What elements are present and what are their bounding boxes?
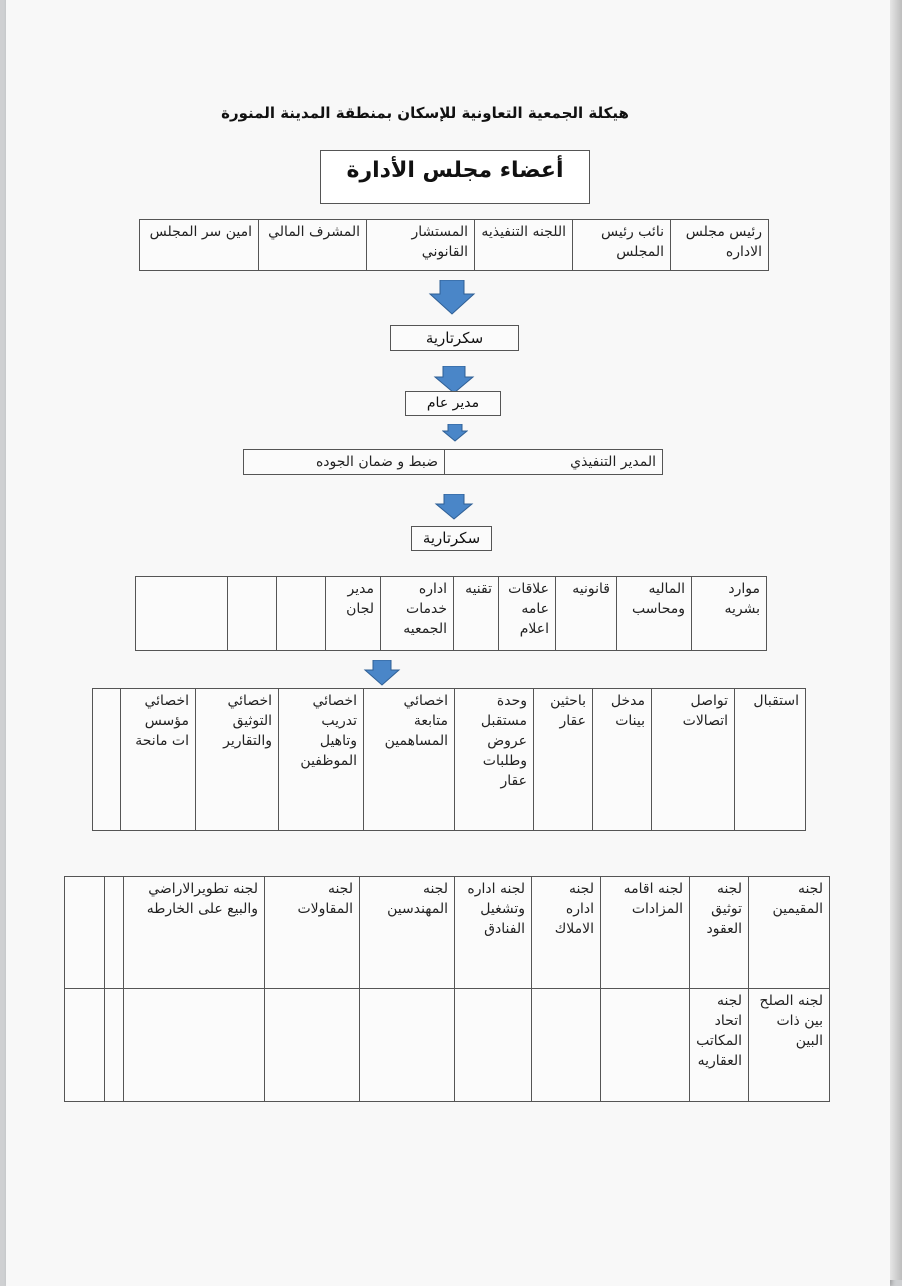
department-cell: علاقات عامه اعلام: [499, 577, 556, 651]
committee-cell: [65, 877, 105, 989]
departments-table: [135, 576, 767, 651]
unit-cell: مدخل بينات: [593, 689, 652, 831]
committee-cell: لجنه توثيق العقود: [690, 877, 749, 989]
unit-cell: اخصائي متابعة المساهمين: [364, 689, 455, 831]
department-cell: [277, 577, 326, 651]
secretariat-box: سكرتارية: [411, 526, 492, 551]
board-member-cell: نائب رئيس المجلس: [573, 220, 671, 271]
committee-cell: لجنه اداره الاملاك: [532, 877, 601, 989]
committee-cell: [601, 989, 690, 1102]
department-cell: مدير لجان: [326, 577, 381, 651]
unit-cell: باحثين عقار: [534, 689, 593, 831]
committee-cell: [105, 877, 124, 989]
board-member-cell: المستشار القانوني: [367, 220, 475, 271]
department-cell: [136, 577, 228, 651]
department-cell: موارد بشريه: [692, 577, 767, 651]
committee-cell: لجنه المقاولات: [265, 877, 360, 989]
department-cell: اداره خدمات الجمعيه: [381, 577, 454, 651]
department-cell: قانونيه: [556, 577, 617, 651]
committee-cell: لجنه اتحاد المكاتب العقاريه: [690, 989, 749, 1102]
document-title: هيكلة الجمعية التعاونية للإسكان بمنطقة المدينة المنورة: [221, 104, 629, 122]
unit-cell: اخصائي تدريب وتاهيل الموظفين: [279, 689, 364, 831]
committee-cell: لجنه المقيمين: [749, 877, 830, 989]
committee-cell: لجنه اداره وتشغيل الفنادق: [455, 877, 532, 989]
committee-cell: لجنه الصلح بين ذات البين: [749, 989, 830, 1102]
executive-row-table: [243, 449, 663, 475]
board-member-cell: امين سر المجلس: [140, 220, 259, 271]
units-table: [92, 688, 806, 831]
committee-cell: [65, 989, 105, 1102]
down-arrow-icon: [428, 280, 476, 316]
board-members-table: [139, 219, 769, 271]
unit-cell: تواصل اتصالات: [652, 689, 735, 831]
committee-cell: [455, 989, 532, 1102]
unit-cell: اخصائي مؤسس ات مانحة: [121, 689, 196, 831]
department-cell: تقنيه: [454, 577, 499, 651]
committee-cell: لجنه تطويرالاراضي والبيع على الخارطه: [124, 877, 265, 989]
committee-cell: لجنه المهندسين: [360, 877, 455, 989]
committee-cell: [532, 989, 601, 1102]
down-arrow-icon: [363, 660, 401, 686]
unit-cell: [93, 689, 121, 831]
paper-edge: [890, 0, 902, 1280]
committees-table: [64, 876, 830, 1102]
down-arrow-icon: [433, 366, 475, 394]
department-cell: الماليه ومحاسب: [617, 577, 692, 651]
executive-manager-cell: المدير التنفيذي: [445, 450, 663, 475]
down-arrow-icon: [434, 494, 474, 520]
committee-cell: [124, 989, 265, 1102]
unit-cell: وحدة مستقبل عروض وطلبات عقار: [455, 689, 534, 831]
board-member-cell: المشرف المالي: [259, 220, 367, 271]
unit-cell: اخصائي التوثيق والتقارير: [196, 689, 279, 831]
committee-cell: لجنه اقامه المزادات: [601, 877, 690, 989]
down-arrow-icon: [442, 424, 468, 442]
department-cell: [228, 577, 277, 651]
board-member-cell: اللجنه التنفيذيه: [475, 220, 573, 271]
committee-cell: [360, 989, 455, 1102]
committee-cell: [265, 989, 360, 1102]
board-members-heading: أعضاء مجلس الأدارة: [320, 150, 590, 204]
unit-cell: استقبال: [735, 689, 806, 831]
committee-cell: [105, 989, 124, 1102]
general-manager-box: مدير عام: [405, 391, 501, 416]
quality-control-cell: ضبط و ضمان الجوده: [244, 450, 445, 475]
secretariat-box: سكرتارية: [390, 325, 519, 351]
board-member-cell: رئيس مجلس الاداره: [671, 220, 769, 271]
